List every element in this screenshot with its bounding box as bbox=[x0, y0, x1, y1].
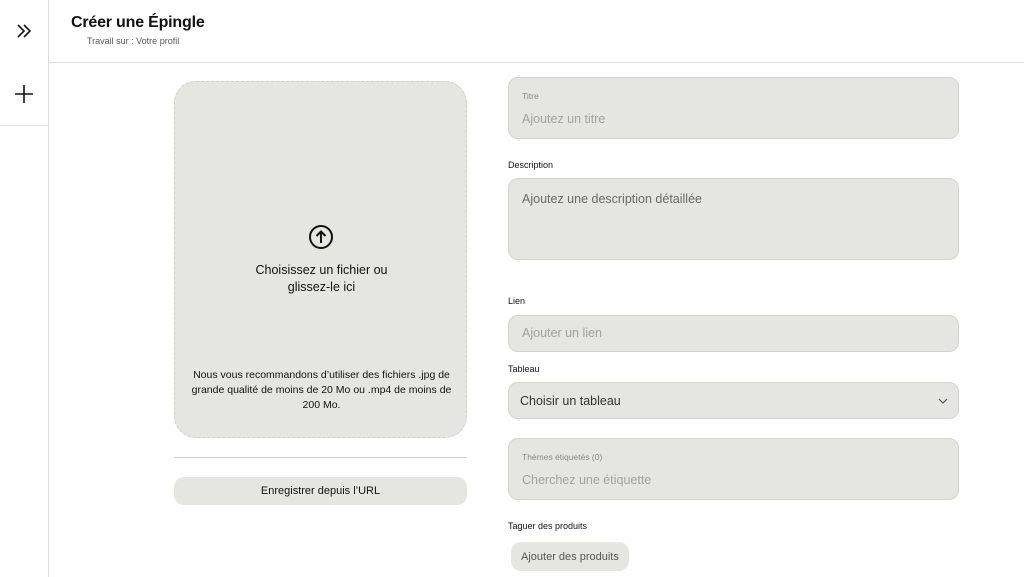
upload-divider bbox=[174, 457, 467, 458]
board-select-value: Choisir un tableau bbox=[520, 394, 621, 408]
upload-title-line: Choisissez un fichier ou bbox=[255, 263, 388, 277]
board-select[interactable] bbox=[508, 382, 959, 419]
upload-dropzone[interactable] bbox=[174, 81, 467, 438]
double-chevron-right-icon bbox=[15, 22, 33, 40]
products-label: Taguer des produits bbox=[508, 521, 588, 531]
tags-search-input[interactable] bbox=[522, 473, 942, 487]
chevron-down-icon bbox=[938, 397, 948, 405]
description-label: Description bbox=[508, 160, 554, 170]
link-input[interactable] bbox=[522, 326, 942, 340]
create-button[interactable] bbox=[0, 63, 48, 125]
description-input[interactable] bbox=[522, 192, 947, 252]
upload-title-line: glissez-le ici bbox=[287, 280, 356, 294]
title-input[interactable] bbox=[522, 112, 942, 126]
side-rail bbox=[0, 0, 49, 577]
description-field[interactable] bbox=[508, 178, 959, 260]
tags-label: Thèmes étiquetés (0) bbox=[522, 452, 603, 462]
add-products-button[interactable]: Ajouter des produits bbox=[511, 542, 629, 571]
rail-divider bbox=[0, 125, 48, 126]
page-subtitle: Travail sur : Votre profil bbox=[87, 36, 180, 46]
plus-icon bbox=[14, 84, 34, 104]
board-label: Tableau bbox=[508, 364, 540, 374]
title-field[interactable] bbox=[508, 77, 959, 139]
title-label: Titre bbox=[522, 91, 539, 101]
arrow-up-circle-icon bbox=[308, 224, 334, 250]
upload-title bbox=[175, 262, 468, 296]
upload-hint: Nous vous recommandons d’utiliser des fichiers .jpg de grande qualité de moins de 20 Mo ou .mp4 de moins de 200 Mo. bbox=[191, 369, 452, 411]
expand-sidebar-button[interactable] bbox=[0, 0, 48, 62]
page-header bbox=[49, 0, 1024, 63]
save-from-url-button[interactable]: Enregistrer depuis l’URL bbox=[174, 477, 467, 505]
link-field[interactable] bbox=[508, 315, 959, 352]
tags-field[interactable] bbox=[508, 438, 959, 500]
page-title: Créer une Épingle bbox=[71, 14, 205, 31]
link-label: Lien bbox=[508, 296, 526, 306]
